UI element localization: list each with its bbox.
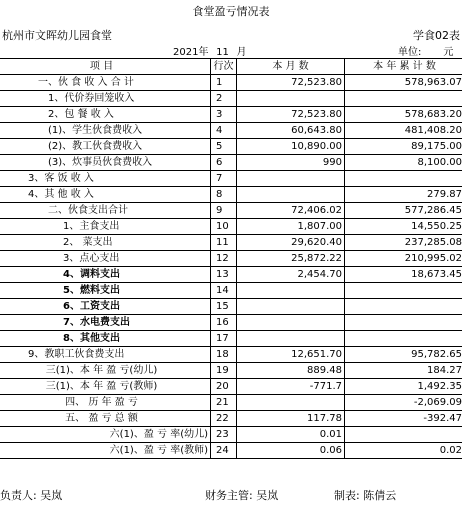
row-ord-cell: 15 <box>211 299 237 315</box>
row-cumulative-cell: 279.87 <box>345 187 462 203</box>
row-item-cell: 8、其他支出 <box>0 331 211 347</box>
row-ord-cell: 23 <box>211 427 237 443</box>
row-cumulative-cell: 95,782.65 <box>345 347 462 363</box>
row-current-cell <box>237 395 345 411</box>
table-row <box>0 427 462 443</box>
row-cumulative-cell: 18,673.45 <box>345 267 462 283</box>
row-ord-cell: 22 <box>211 411 237 427</box>
row-cumulative-cell: 481,408.20 <box>345 123 462 139</box>
table-row <box>0 139 462 155</box>
table-row <box>0 363 462 379</box>
table-row <box>0 395 462 411</box>
row-current-cell: 72,523.80 <box>237 107 345 123</box>
row-ord-cell: 21 <box>211 395 237 411</box>
row-ord-cell: 14 <box>211 283 237 299</box>
report-year: 2021年 <box>173 47 209 58</box>
table-row <box>0 411 462 427</box>
table-row <box>0 251 462 267</box>
unit-label: 单位: <box>398 47 422 58</box>
row-current-cell <box>237 315 345 331</box>
row-current-cell <box>237 299 345 315</box>
row-ord-cell: 16 <box>211 315 237 331</box>
table-row <box>0 187 462 203</box>
row-current-cell: 0.01 <box>237 427 345 443</box>
row-ord-cell: 13 <box>211 267 237 283</box>
row-item-cell: 3、点心支出 <box>0 251 211 267</box>
form-code: 学食02表 <box>413 29 460 42</box>
table-row <box>0 235 462 251</box>
row-current-cell: 117.78 <box>237 411 345 427</box>
row-current-cell <box>237 187 345 203</box>
row-current-cell: 72,523.80 <box>237 75 345 91</box>
column-header-current: 本 月 数 <box>237 59 345 75</box>
row-cumulative-cell: 237,285.08 <box>345 235 462 251</box>
row-current-cell: 0.06 <box>237 443 345 459</box>
row-item-cell: 6、工资支出 <box>0 299 211 315</box>
row-current-cell: 889.48 <box>237 363 345 379</box>
column-header-cumulative: 本 年 累 计 数 <box>345 59 462 75</box>
footer-finance-head: 财务主管: 吴岚 <box>205 489 279 502</box>
table-row <box>0 347 462 363</box>
currency-unit <box>398 43 453 58</box>
table-row <box>0 219 462 235</box>
table-row <box>0 267 462 283</box>
row-current-cell: 60,643.80 <box>237 123 345 139</box>
row-current-cell: 1,807.00 <box>237 219 345 235</box>
row-cumulative-cell: -2,069.09 <box>345 395 462 411</box>
table-row <box>0 155 462 171</box>
row-item-cell: 1、主食支出 <box>0 219 211 235</box>
row-ord-cell: 4 <box>211 123 237 139</box>
row-cumulative-cell: 14,550.25 <box>345 219 462 235</box>
row-current-cell: 29,620.40 <box>237 235 345 251</box>
row-item-cell: (1)、学生伙食费收入 <box>0 123 211 139</box>
row-ord-cell: 12 <box>211 251 237 267</box>
row-cumulative-cell: -392.47 <box>345 411 462 427</box>
row-ord-cell: 8 <box>211 187 237 203</box>
row-current-cell <box>237 283 345 299</box>
row-cumulative-cell <box>345 299 462 315</box>
table-row <box>0 379 462 395</box>
row-ord-cell: 11 <box>211 235 237 251</box>
row-cumulative-cell <box>345 171 462 187</box>
table-row <box>0 443 462 459</box>
report-title: 食堂盈亏情况表 <box>192 5 270 18</box>
row-current-cell: 12,651.70 <box>237 347 345 363</box>
row-current-cell: 25,872.22 <box>237 251 345 267</box>
table-row <box>0 299 462 315</box>
row-ord-cell: 10 <box>211 219 237 235</box>
row-cumulative-cell <box>345 427 462 443</box>
table-row <box>0 331 462 347</box>
report-month-suffix: 月 <box>236 47 247 58</box>
row-current-cell: 72,406.02 <box>237 203 345 219</box>
row-cumulative-cell: 210,995.02 <box>345 251 462 267</box>
row-cumulative-cell: 8,100.00 <box>345 155 462 171</box>
row-ord-cell: 2 <box>211 91 237 107</box>
report-date <box>173 43 246 58</box>
footer-preparer: 制表: 陈倩云 <box>334 489 397 502</box>
row-cumulative-cell: 0.02 <box>345 443 462 459</box>
row-item-cell: 三(1)、本 年 盈 亏(教师) <box>0 379 211 395</box>
row-ord-cell: 5 <box>211 139 237 155</box>
row-cumulative-cell: 184.27 <box>345 363 462 379</box>
footer-responsible: 负责人: 吴岚 <box>0 489 63 502</box>
row-item-cell: 一、伙 食 收 入 合 计 <box>0 75 211 91</box>
unit-value: 元 <box>443 47 454 58</box>
row-cumulative-cell <box>345 91 462 107</box>
row-current-cell: 990 <box>237 155 345 171</box>
row-cumulative-cell: 578,963.07 <box>345 75 462 91</box>
row-ord-cell: 19 <box>211 363 237 379</box>
row-item-cell: 5、燃料支出 <box>0 283 211 299</box>
row-cumulative-cell: 89,175.00 <box>345 139 462 155</box>
row-item-cell: 4、其 他 收 入 <box>0 187 211 203</box>
row-current-cell: 10,890.00 <box>237 139 345 155</box>
row-current-cell: 2,454.70 <box>237 267 345 283</box>
row-ord-cell: 1 <box>211 75 237 91</box>
table-row <box>0 315 462 331</box>
table-row <box>0 171 462 187</box>
row-item-cell: 9、教职工伙食费支出 <box>0 347 211 363</box>
row-current-cell <box>237 171 345 187</box>
table-row <box>0 123 462 139</box>
row-current-cell: -771.7 <box>237 379 345 395</box>
row-item-cell: 3、客 饭 收 入 <box>0 171 211 187</box>
row-item-cell: 六(1)、盈 亏 率(教师) <box>0 443 211 459</box>
row-item-cell: 四、 历 年 盈 亏 <box>0 395 211 411</box>
row-ord-cell: 6 <box>211 155 237 171</box>
row-item-cell: 五、 盈 亏 总 额 <box>0 411 211 427</box>
row-cumulative-cell <box>345 283 462 299</box>
table-row <box>0 107 462 123</box>
row-item-cell: 三(1)、本 年 盈 亏(幼儿) <box>0 363 211 379</box>
row-cumulative-cell <box>345 315 462 331</box>
row-item-cell: (2)、教工伙食费收入 <box>0 139 211 155</box>
row-current-cell <box>237 91 345 107</box>
table-row <box>0 203 462 219</box>
row-cumulative-cell <box>345 331 462 347</box>
row-item-cell: 4、调料支出 <box>0 267 211 283</box>
row-item-cell: (3)、炊事员伙食费收入 <box>0 155 211 171</box>
table-row <box>0 91 462 107</box>
row-cumulative-cell: 578,683.20 <box>345 107 462 123</box>
column-header-ord: 行次 <box>211 59 237 75</box>
profit-loss-table <box>0 58 462 459</box>
table-row <box>0 283 462 299</box>
row-item-cell: 2、 菜支出 <box>0 235 211 251</box>
row-cumulative-cell: 1,492.35 <box>345 379 462 395</box>
row-ord-cell: 18 <box>211 347 237 363</box>
table-header-row <box>0 59 462 75</box>
column-header-item: 项 目 <box>0 59 211 75</box>
organization-name: 杭州市文晖幼儿园食堂 <box>2 29 112 42</box>
report-month: 11 <box>216 47 229 58</box>
row-ord-cell: 3 <box>211 107 237 123</box>
row-ord-cell: 24 <box>211 443 237 459</box>
row-item-cell: 六(1)、盈 亏 率(幼儿) <box>0 427 211 443</box>
row-cumulative-cell: 577,286.45 <box>345 203 462 219</box>
row-current-cell <box>237 331 345 347</box>
table-row <box>0 75 462 91</box>
row-ord-cell: 7 <box>211 171 237 187</box>
row-item-cell: 1、代价券回笼收入 <box>0 91 211 107</box>
row-ord-cell: 9 <box>211 203 237 219</box>
row-item-cell: 二、伙食支出合计 <box>0 203 211 219</box>
row-item-cell: 2、包 餐 收 入 <box>0 107 211 123</box>
row-item-cell: 7、水电费支出 <box>0 315 211 331</box>
row-ord-cell: 20 <box>211 379 237 395</box>
row-ord-cell: 17 <box>211 331 237 347</box>
